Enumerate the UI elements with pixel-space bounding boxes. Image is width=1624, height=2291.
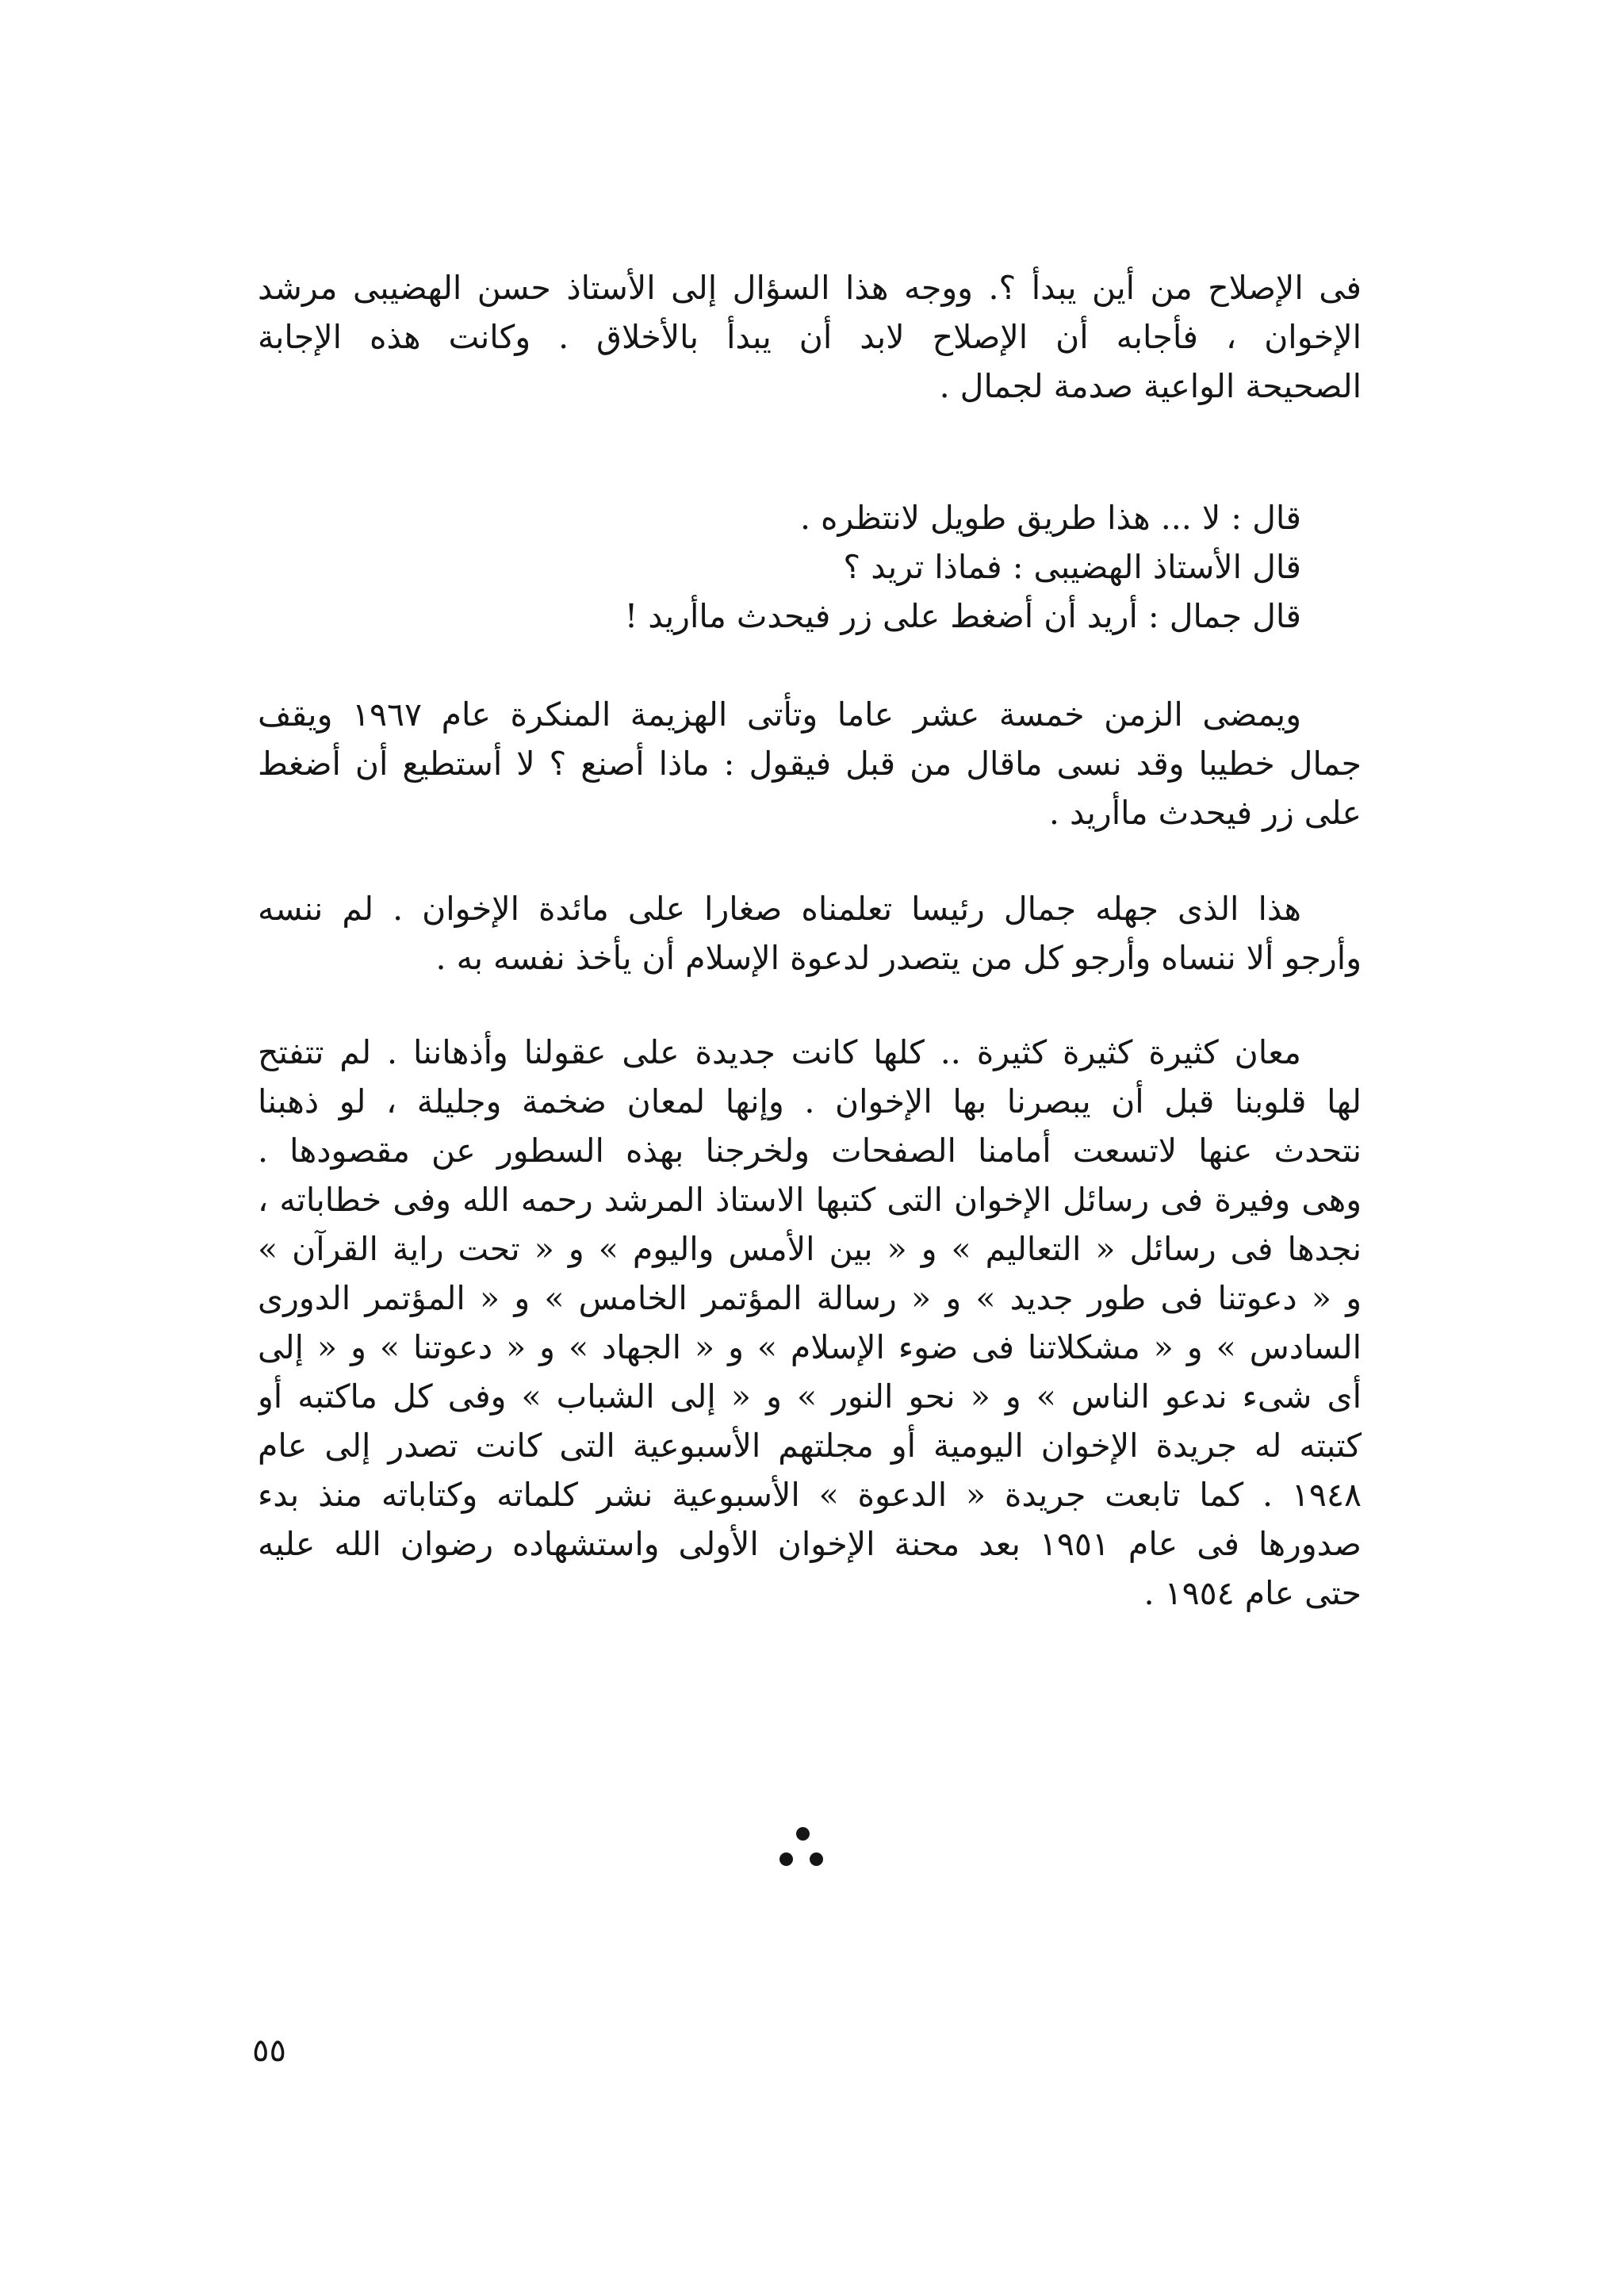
text-line: صدورها فى عام ١٩٥١ بعد محنة الإخوان الأولى واستشهاده رضوان الله عليه — [258, 1525, 1362, 1563]
text-line: الصحيحة الواعية صدمة لجمال . — [939, 367, 1362, 405]
paragraph-3 — [258, 884, 1362, 983]
text-line: جمال خطيبا وقد نسى ماقال من قبل فيقول : ماذا أصنع ؟ لا أستطيع أن أضغط — [258, 745, 1362, 783]
dialogue-block — [258, 493, 1362, 641]
text-line: على زر فيحدث ماأريد . — [1048, 794, 1362, 832]
ornament-dot — [810, 1852, 823, 1866]
text-line: الإخوان ، فأجابه أن الإصلاح لابد أن يبدأ بالأخلاق . وكانت هذه الإجابة — [258, 318, 1362, 356]
page-number: ٥٥ — [252, 2032, 286, 2069]
text-line: وأرجو ألا ننساه وأرجو كل من يتصدر لدعوة الإسلام أن يأخذ نفسه به . — [435, 939, 1362, 977]
text-line: وهى وفيرة فى رسائل الإخوان التى كتبها الاستاذ المرشد رحمه الله وفى خطاباته ، — [258, 1181, 1362, 1219]
paragraph-2 — [258, 690, 1362, 837]
text-line: و « دعوتنا فى طور جديد » و « رسالة المؤتمر الخامس » و « المؤتمر الدورى — [258, 1279, 1362, 1317]
text-line: حتى عام ١٩٥٤ . — [1143, 1574, 1362, 1612]
three-dots-ornament-icon — [776, 1827, 831, 1875]
ornament-dot — [779, 1852, 793, 1866]
text-line: هذا الذى جهله جمال رئيسا تعلمناه صغارا على مائدة الإخوان . لم ننسه — [258, 890, 1301, 928]
text-line: معان كثيرة كثيرة كثيرة .. كلها كانت جديدة على عقولنا وأذهاننا . لم تتفتح — [258, 1033, 1301, 1071]
text-line: أى شىء ندعو الناس » و « نحو النور » و « إلى الشباب » وفى كل ماكتبه أو — [258, 1377, 1362, 1416]
dialogue-line: قال جمال : أريد أن أضغط على زر فيحدث ماأريد ! — [624, 597, 1301, 635]
text-line: نجدها فى رسائل « التعاليم » و « بين الأمس واليوم » و « تحت راية القرآن » — [258, 1230, 1362, 1268]
text-line: نتحدث عنها لاتسعت أمامنا الصفحات ولخرجنا بهذه السطور عن مقصودها . — [258, 1132, 1362, 1170]
text-line: ويمضى الزمن خمسة عشر عاما وتأتى الهزيمة المنكرة عام ١٩٦٧ ويقف — [258, 695, 1301, 734]
dialogue-line: قال الأستاذ الهضيبى : فماذا تريد ؟ — [843, 548, 1301, 586]
text-line: كتبته له جريدة الإخوان اليومية أو مجلتهم الأسبوعية التى كانت تصدر إلى عام — [258, 1427, 1362, 1465]
text-line: ١٩٤٨ . كما تابعت جريدة « الدعوة » الأسبوعية نشر كلماته وكتاباته منذ بدء — [258, 1476, 1362, 1514]
text-line: السادس » و « مشكلاتنا فى ضوء الإسلام » و « الجهاد » و « دعوتنا » و « إلى — [258, 1328, 1362, 1366]
dialogue-line: قال : لا ... هذا طريق طويل لانتظره . — [799, 499, 1301, 537]
text-line: لها قلوبنا قبل أن يبصرنا بها الإخوان . وإنها لمعان ضخمة وجليلة ، لو ذهبنا — [258, 1082, 1362, 1121]
text-line: فى الإصلاح من أين يبدأ ؟. ووجه هذا السؤال إلى الأستاذ حسن الهضيبى مرشد — [258, 269, 1362, 307]
paragraph-4 — [258, 1028, 1362, 1618]
ornament-dot — [796, 1827, 810, 1841]
paragraph-1 — [258, 263, 1362, 411]
